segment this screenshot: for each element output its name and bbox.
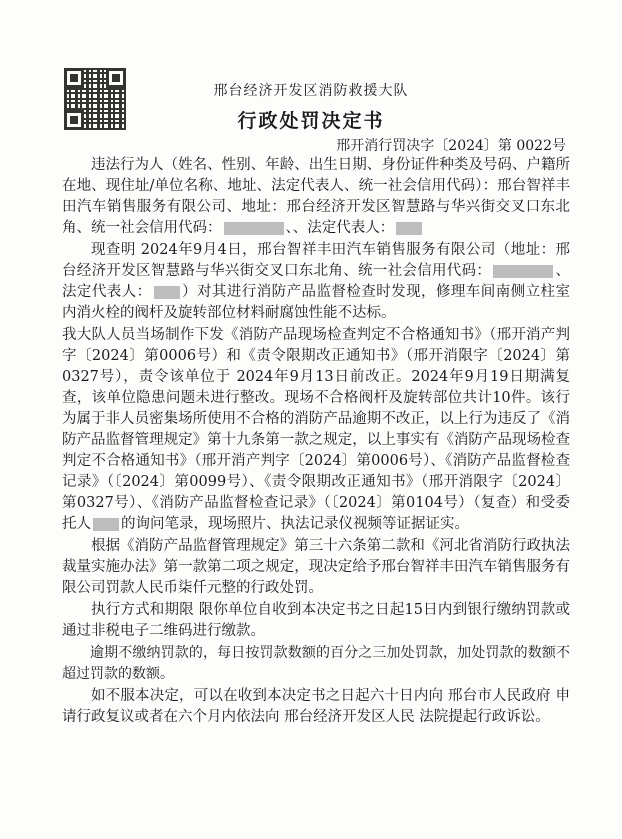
paragraph-violator: 违法行为人（姓名、性别、年龄、出生日期、身份证件种类及号码、户籍所在地、现住址/单位名称、地址、法定代表人、统一社会信用代码）：邢台智祥丰田汽车销售服务有限公司、地址：邢台经济开发区智慧路与华兴街交叉口东北角、统一社会信用代码： 、、法定代表人： — [62, 157, 570, 236]
paragraph-findings: 现查明 2024年9月4日，邢台智祥丰田汽车销售服务有限公司（地址：邢台经济开发区智慧路与华兴街交叉口东北角、统一社会信用代码： 、法定代表人： ）对其进行消防产品监督检查时发现，修理车间南侧立柱室内消火栓的阀杆及旋转部位材料耐腐蚀性能不达标。 — [62, 242, 571, 321]
paragraph-execution: 执行方式和期限 限你单位自收到本决定书之日起15日内到银行缴纳罚款或通过非税电子二维码进行缴款。 — [62, 602, 570, 639]
redacted-block — [396, 222, 422, 235]
paragraph-decision: 根据《消防产品监督管理规定》第三十六条第二款和《河北省消防行政执法裁量实施办法》第一款第二项之规定，现决定给予邢台智祥丰田汽车销售服务有限公司罚款人民币柒仟元整的行政处罚。 — [62, 538, 570, 596]
document-number: 邢开消行罚决字〔2024〕第 0022号 — [336, 138, 566, 154]
paragraph-overdue: 逾期不缴纳罚款的，每日按罚款数额的百分之三加处罚款，加处罚款的数额不超过罚款的数额。 — [62, 645, 570, 682]
redacted-block — [93, 518, 119, 531]
redacted-block — [224, 222, 284, 235]
redacted-block — [154, 286, 180, 299]
document-body — [62, 155, 570, 729]
document-title: 行政处罚决定书 — [237, 110, 385, 132]
redacted-block — [493, 265, 553, 278]
agency-name: 邢台经济开发区消防救援大队 — [213, 83, 409, 99]
paragraph-appeal: 如不服本决定，可以在收到本决定书之日起六十日内向 邢台市人民政府 申请行政复议或者在六个月内依法向 邢台经济开发区人民 法院提起行政诉讼。 — [62, 688, 570, 725]
paragraph-evidence: 我大队人员当场制作下发《消防产品现场检查判定不合格通知书》（邢开消产判字〔2024〕第0006号）和《责令限期改正通知书》（邢开消限字〔2024〕第0327号），责令该单位于 2024年9月13日前改正。2024年9月19日期满复查，该单位隐患问题未进行整改。现场不合格阀杆及旋转部位共计10件。该行为属于非人员密集场所使用不合格的消防产品逾期不改正，以上行为违反了《消防产品监督管理规定》第十九条第一款之规定，以上事实有《消防产品现场检查判定不合格通知书》（邢开消产判字〔2024〕第0006号）、《消防产品监督检查记录》（〔2024〕第0099号）、《责令限期改正通知书》（邢开消限字〔2024〕第0327号）、《消防产品监督检查记录》（〔2024〕第0104号）（复查）和受委托人 的询问笔录，现场照片、执法记录仪视频等证据证实。 — [62, 327, 570, 532]
